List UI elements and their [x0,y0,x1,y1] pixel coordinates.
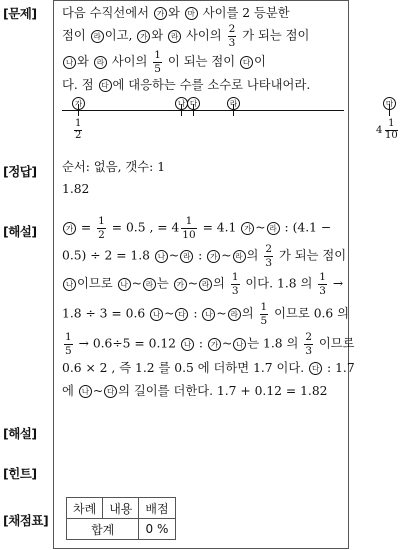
circle-ra-icon: 라 [180,250,193,263]
circle-na-icon: 나 [233,338,246,351]
grading-table [66,497,176,540]
circle-ra-icon: 라 [199,278,212,291]
circle-ra-icon: 라 [267,222,280,235]
problem-line-4: 다. 점 다 에 대응하는 수를 소수로 나타내어라. [62,78,311,92]
circle-ra-icon: 라 [143,278,156,291]
problem-line-2: 점이 라 이고, 가 와 라 사이의 $\frac{2}{3}$ 가 되는 점이 [62,23,310,49]
total-value: 0 % [139,519,175,540]
circle-na-icon: 나 [155,250,168,263]
explanation-line-4: 1.8 ÷ 3 = 0.6 나 ~ 다 : 나 ~ 라 의 $\frac{1}{5}$ 이므로 0.6 의 [62,301,350,327]
circle-ra-icon: 라 [233,250,246,263]
circle-da-icon: 다 [309,362,322,375]
problem-line-1: 다음 수직선에서 가 와 마 사이를 2 등분한 [62,6,290,20]
circle-ga-icon: 가 [208,338,221,351]
explanation-line-5: $\frac{1}{5}$ → 0.6÷5 = 0.12 나 : 가 ~ 나 는 1.8 의 $\frac{2}{3}$ 이므로 [65,331,355,357]
fraction-1-5: $\frac{1}{5}$ [154,49,161,75]
circle-ga-icon: 가 [174,278,187,291]
circle-na-icon: 나 [118,278,131,291]
circle-na-icon: 나 [181,338,194,351]
hint-label: [힌트] [3,466,37,481]
point-na-label: 나 [175,97,188,110]
explanation2-label: [해설] [3,426,37,441]
circle-da-icon: 다 [240,56,253,69]
circle-ra-icon: 라 [94,56,107,69]
problem-label: [문제] [3,6,37,21]
circle-ra-icon: 라 [228,308,241,321]
header-content: 내용 [103,498,139,519]
explanation-line-2: 0.5) ÷ 2 = 1.8 나 ~ 라 : 가 ~ 라 의 $\frac{2}{3}$ 가 되는 점이 [62,243,347,269]
explanation-line-1: 가 = $\frac{1}{2}$ = 0.5 , = 4 $\frac{1}{10}$ = 4.1 가 ~ 라 : (4.1 − [62,216,331,240]
point-ga-label: 가 [72,97,85,110]
circle-da-icon: 다 [175,308,188,321]
total-label: 합계 [67,519,139,540]
answer-line-2: 1.82 [62,182,90,196]
explanation-line-7: 에 나 ~ 다 의 길이를 더한다. 1.7 + 0.12 = 1.82 [62,384,328,398]
problem-line-3: 나 와 라 사이의 $\frac{1}{5}$ 이 되는 점이 다 이 [62,50,266,74]
explanation-line-3: 나 이므로 나 ~ 라 는 가 ~ 라 의 $\frac{1}{3}$ 이다. 1.8 의 $\frac{1}{3}$ → [62,272,343,296]
circle-ga-icon: 가 [241,222,254,235]
circle-na-icon: 나 [79,385,92,398]
circle-na-icon: 나 [150,308,163,321]
right-value-fraction: 1 10 [385,118,398,141]
right-value-whole: 4 [376,125,383,136]
circle-na-icon: 나 [63,56,76,69]
explanation-label: [해설] [3,224,37,239]
grading-total-row [67,519,176,540]
header-order: 차례 [67,498,103,519]
left-value-fraction: 1 2 [75,118,82,141]
circle-ga-icon: 가 [207,250,220,263]
fraction-2-3: $\frac{2}{3}$ [228,23,236,49]
point-ma-label: 마 [383,97,396,110]
circle-ma-icon: 마 [185,7,198,20]
circle-da-icon: 다 [104,385,117,398]
number-line-axis [62,110,344,111]
circle-na-icon: 나 [63,278,76,291]
explanation-line-6: 0.6 × 2 , 즉 1.2 를 0.5 에 더하면 1.7 이다. 다 : 1.7 [62,361,355,375]
circle-ra-icon: 라 [168,30,181,43]
circle-ga-icon: 가 [154,7,167,20]
point-da-label: 다 [187,97,200,110]
grading-label: [채점표] [3,513,49,528]
circle-da-icon: 다 [99,79,112,92]
answer-label: [정답] [3,164,37,179]
grading-header-row [67,498,176,519]
circle-na-icon: 나 [202,308,215,321]
answer-line-1: 순서: 없음, 갯수: 1 [62,160,166,174]
circle-ga-icon: 가 [137,30,150,43]
circle-ra-icon: 라 [91,30,104,43]
header-score: 배점 [139,498,175,519]
point-ra-label: 라 [227,97,240,110]
circle-ga-icon: 가 [63,222,76,235]
